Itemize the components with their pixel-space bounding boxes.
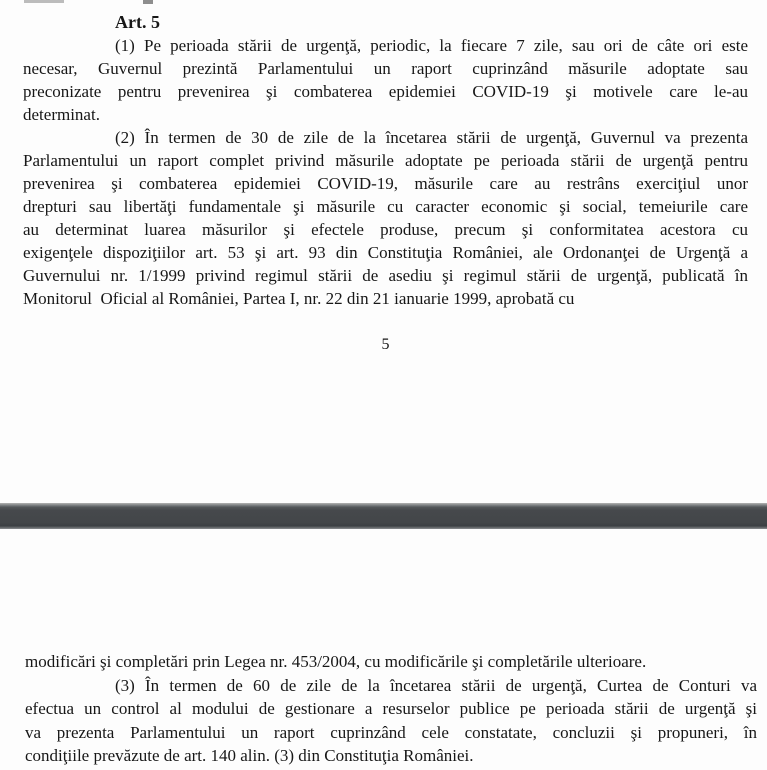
text-line: (3) În termen de 60 de zile de la încetarea stării de urgenţă, Curtea de Conturi va <box>115 675 757 695</box>
text-line: (2) În termen de 30 de zile de la încetarea stării de urgenţă, Guvernul va prezenta <box>115 128 748 147</box>
text-line: modificări şi completări prin Legea nr. 453/2004, cu modificările şi completările ulterioare. <box>25 652 647 671</box>
article-heading: Art. 5 <box>115 12 160 32</box>
text-line: determinat. <box>23 105 100 124</box>
text-line: preconizate pentru prevenirea şi combaterea epidemiei COVID-19 şi motivele care le-au <box>23 82 748 101</box>
text-line: condiţiile prevăzute de art. 140 alin. (3) din Constituţia României. <box>25 746 474 765</box>
text-line: necesar, Guvernul prezintă Parlamentului un raport cuprinzând măsurile adoptate sau <box>23 59 748 78</box>
text-line: prevenirea şi combaterea epidemiei COVID-19, măsurile care au restrâns exerciţiul unor <box>23 174 748 193</box>
text-line: Guvernului nr. 1/1999 privind regimul stării de asediu şi regimul stării de urgenţă, publicată în <box>23 266 748 285</box>
text-line: exigenţele dispoziţiilor art. 53 şi art. 93 din Constituţia României, ale Ordonanţei de Urgenţă a <box>23 243 748 262</box>
text-line: Parlamentului un raport complet privind măsurile adoptate pe perioada stării de urgenţă pentru <box>23 151 748 170</box>
document-page-2 <box>25 650 757 768</box>
text-line: au determinat luarea măsurilor şi efectele produse, precum şi conformitatea acestora cu <box>23 220 748 239</box>
clipped-text-fragment <box>143 0 153 4</box>
page-number: 5 <box>381 336 390 353</box>
document-page-1 <box>23 11 748 310</box>
text-line: va prezenta Parlamentului un raport cuprinzând cele constatate, concluzii şi propuneri, în <box>25 722 757 742</box>
page-separator <box>0 503 767 529</box>
text-line: efectua un control al modului de gestionare a resurselor publice pe perioada stării de urgenţă şi <box>25 699 757 718</box>
text-line: (1) Pe perioada stării de urgenţă, periodic, la fiecare 7 zile, sau ori de câte ori este <box>115 36 748 55</box>
clipped-text-fragment <box>24 0 64 3</box>
text-line: Monitorul Oficial al României, Partea I, nr. 22 din 21 ianuarie 1999, aprobată cu <box>23 289 575 308</box>
text-line: drepturi sau libertăţi fundamentale şi măsurile cu caracter economic şi social, temeiurile care <box>23 197 748 216</box>
